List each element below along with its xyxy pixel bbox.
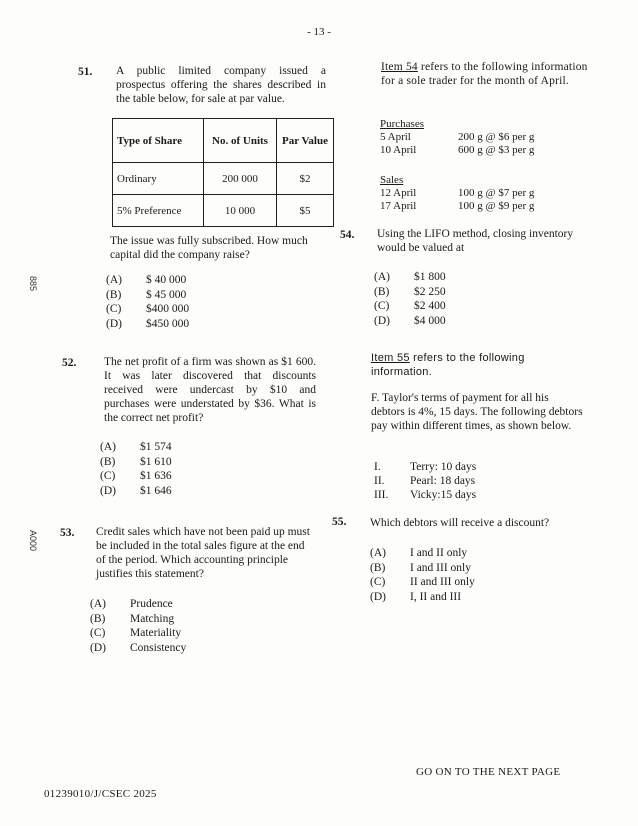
q52-text: The net profit of a firm was shown as $1 600. It was later discovered that discounts received were undercast by $10 and purchases were understated by $36. What is the correct net profit?	[104, 356, 316, 424]
option-b[interactable]	[106, 288, 286, 303]
sale-row	[380, 200, 600, 213]
debtor-text: Terry: 10 days	[410, 461, 477, 473]
sales-block	[380, 174, 600, 213]
list-item	[374, 488, 574, 502]
sales-heading: Sales	[380, 174, 404, 186]
option-text: $ 40 000	[146, 274, 187, 286]
sale-date: 12 April	[380, 187, 417, 199]
shares-table-header	[113, 119, 334, 163]
purchase-row	[380, 131, 600, 144]
option-label: (B)	[370, 561, 386, 574]
cell-units: 200 000	[204, 163, 277, 195]
option-label: (A)	[90, 598, 106, 610]
item55-intro	[371, 351, 589, 379]
option-d[interactable]	[106, 317, 286, 332]
q54-text: Using the LIFO method, closing inventory would be valued at	[377, 228, 574, 254]
th-par: Par Value	[277, 119, 334, 163]
q55-text: Which debtors will receive a discount?	[370, 517, 550, 529]
option-label: (C)	[374, 300, 390, 312]
purchase-row	[380, 144, 600, 157]
sale-date: 17 April	[380, 200, 417, 212]
debtor-text: Pearl: 18 days	[410, 475, 476, 487]
option-text: Matching	[130, 612, 175, 625]
sale-detail: 100 g @ $7 per g	[458, 187, 535, 199]
option-label: (A)	[374, 271, 390, 283]
cell-type: Ordinary	[113, 163, 204, 195]
q52-options	[100, 440, 280, 498]
option-text: $1 610	[140, 455, 172, 468]
option-label: (D)	[100, 484, 116, 497]
th-units: No. of Units	[204, 119, 277, 163]
q51-number: 51.	[78, 66, 93, 78]
q54-options	[374, 270, 554, 328]
sale-detail: 100 g @ $9 per g	[458, 200, 535, 212]
option-label: (A)	[370, 547, 386, 559]
option-text: $1 636	[140, 470, 172, 482]
item54-label: Item 54	[381, 61, 418, 73]
option-text: Consistency	[130, 641, 187, 654]
next-page-notice: GO ON TO THE NEXT PAGE	[416, 766, 561, 778]
item55-label: Item 55	[371, 352, 410, 364]
option-a[interactable]	[106, 273, 286, 288]
item55-intro-text: refers to the following information.	[371, 352, 525, 378]
option-a[interactable]	[90, 597, 270, 612]
option-text: I and II only	[410, 547, 468, 559]
cell-par: $2	[277, 163, 334, 195]
option-text: $ 45 000	[146, 288, 187, 301]
option-label: (C)	[100, 470, 116, 482]
option-d[interactable]	[90, 641, 270, 656]
option-c[interactable]	[90, 626, 270, 641]
option-label: (D)	[106, 317, 122, 330]
option-c[interactable]	[374, 299, 554, 314]
table-row	[113, 163, 334, 195]
item54-intro	[381, 60, 595, 88]
option-text: $400 000	[146, 303, 190, 315]
option-text: Materiality	[130, 627, 182, 639]
option-text: Prudence	[130, 598, 173, 610]
option-text: $4 000	[414, 314, 446, 327]
option-d[interactable]	[100, 484, 280, 499]
option-label: (C)	[106, 303, 122, 315]
debtor-roman: I.	[374, 461, 381, 473]
debtor-roman: II.	[374, 475, 385, 487]
option-label: (B)	[100, 455, 116, 468]
option-label: (B)	[374, 285, 390, 298]
side-code-top: 885	[28, 276, 38, 292]
paper-code: 01239010/J/CSEC 2025	[44, 788, 157, 800]
cell-units: 10 000	[204, 195, 277, 227]
option-b[interactable]	[374, 285, 554, 300]
option-label: (C)	[90, 627, 106, 639]
option-text: $1 574	[140, 441, 172, 453]
option-label: (B)	[90, 612, 106, 625]
q54-number: 54.	[340, 229, 355, 241]
purchase-date: 10 April	[380, 144, 417, 156]
shares-table-wrap	[112, 118, 334, 227]
debtor-roman: III.	[374, 489, 389, 501]
list-item	[374, 460, 574, 474]
q53-number: 53.	[60, 527, 75, 539]
option-b[interactable]	[100, 455, 280, 470]
option-text: $450 000	[146, 317, 190, 330]
th-type: Type of Share	[113, 119, 204, 163]
table-row	[113, 195, 334, 227]
q55-number: 55.	[332, 516, 347, 528]
list-item	[374, 474, 574, 488]
option-c[interactable]	[370, 575, 550, 590]
sale-row	[380, 187, 600, 200]
option-a[interactable]	[374, 270, 554, 285]
option-label: (B)	[106, 288, 122, 301]
option-label: (C)	[370, 576, 386, 588]
item54-intro-text: refers to the following information for a sole trader for the month of April.	[381, 61, 588, 87]
option-text: $2 400	[414, 300, 446, 312]
option-label: (A)	[100, 441, 116, 453]
side-code-bottom: A000	[28, 530, 38, 552]
shares-table	[112, 118, 334, 227]
option-label: (D)	[374, 314, 390, 327]
purchase-detail: 600 g @ $3 per g	[458, 144, 535, 156]
q55-options	[370, 546, 550, 604]
q51-options	[106, 273, 286, 331]
cell-type: 5% Preference	[113, 195, 204, 227]
option-label: (A)	[106, 274, 122, 286]
q51-question: The issue was fully subscribed. How much capital did the company raise?	[110, 235, 308, 261]
debtors-list	[374, 460, 574, 502]
page-number: - 13 -	[307, 26, 331, 38]
option-label: (D)	[90, 641, 106, 654]
option-d[interactable]	[370, 590, 550, 605]
option-d[interactable]	[374, 314, 554, 329]
q53-text: Credit sales which have not been paid up must be included in the total sales figure at the end of the period. Which accounting principle justifies this statement?	[96, 526, 310, 580]
cell-par: $5	[277, 195, 334, 227]
debtor-text: Vicky:15 days	[410, 489, 477, 501]
purchases-heading: Purchases	[380, 118, 424, 130]
option-text: $1 800	[414, 271, 446, 283]
option-text: I and III only	[410, 561, 471, 574]
option-a[interactable]	[370, 546, 550, 561]
q53-options	[90, 597, 270, 655]
option-text: II and III only	[410, 576, 475, 588]
q51-text: A public limited company issued a prospectus offering the shares described in the table below, for sale at par value.	[116, 65, 326, 105]
option-label: (D)	[370, 590, 386, 603]
purchase-date: 5 April	[380, 131, 411, 143]
option-text: $2 250	[414, 285, 446, 298]
purchases-block	[380, 118, 600, 157]
item55-paragraph: F. Taylor's terms of payment for all his debtors is 4%, 15 days. The following debtors pay within different times, as shown below.	[371, 392, 583, 432]
option-c[interactable]	[106, 302, 286, 317]
option-text: $1 646	[140, 484, 172, 497]
option-c[interactable]	[100, 469, 280, 484]
q52-number: 52.	[62, 357, 77, 369]
option-text: I, II and III	[410, 590, 462, 603]
option-b[interactable]	[370, 561, 550, 576]
purchase-detail: 200 g @ $6 per g	[458, 131, 535, 143]
option-b[interactable]	[90, 612, 270, 627]
option-a[interactable]	[100, 440, 280, 455]
